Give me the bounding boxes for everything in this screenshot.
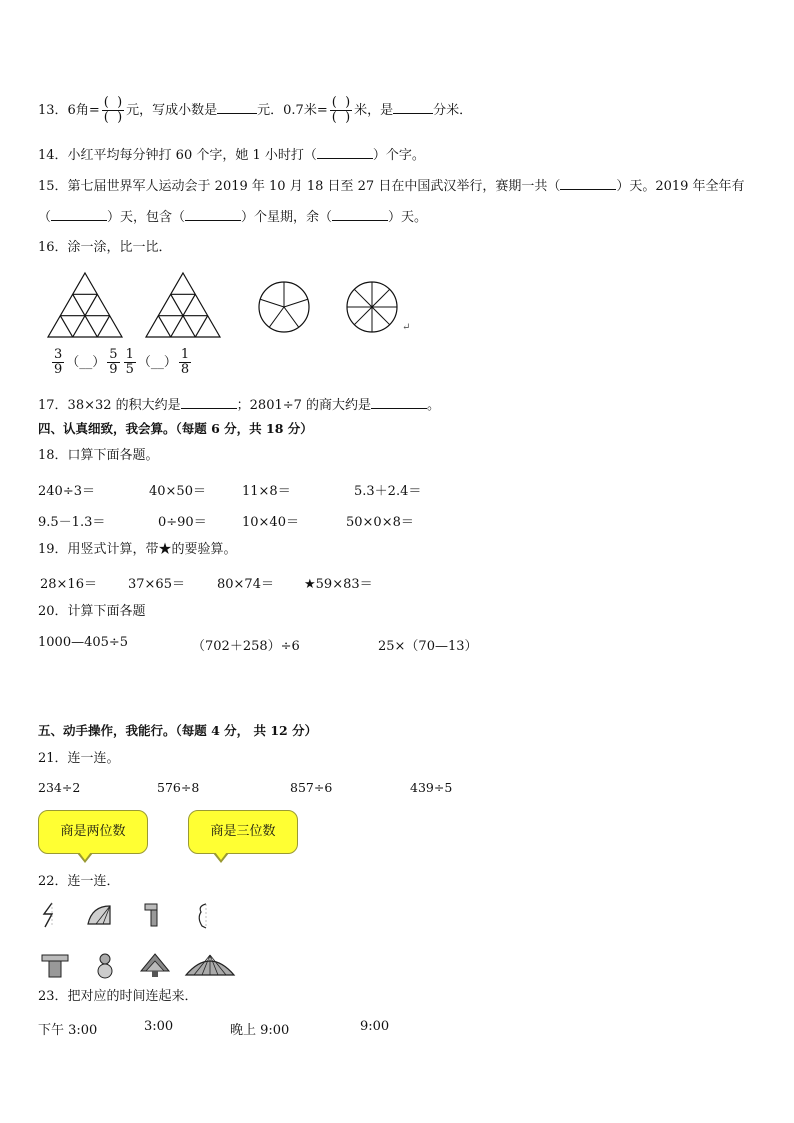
division-item[interactable]: 234÷2 [38, 780, 81, 795]
fraction-3-9: $\frac{3}{9}$ [54, 347, 63, 377]
division-item[interactable]: 576÷8 [157, 780, 200, 795]
question-23: 23．把对应的时间连起来． [38, 989, 198, 1004]
question-13: 13．6角= $\frac{( )}{( )}$ 元，写成小数是 元．0.7米= $\frac{( )}{( )}$ 米，是 分米． [38, 95, 473, 125]
circle-division-line [372, 307, 390, 325]
answer-blank[interactable] [332, 208, 388, 221]
callout-two-digit-quotient[interactable]: 商是两位数 [38, 810, 148, 854]
return-mark: ↵ [402, 322, 411, 333]
oral-calc-item: 0÷90＝ [158, 515, 207, 530]
tree-icon[interactable] [140, 953, 170, 979]
answer-blank[interactable] [217, 101, 257, 114]
circle-division-line [372, 289, 390, 307]
vertical-calc-item-check: ★59×83＝ [304, 577, 373, 592]
question-18: 18．口算下面各题。 [38, 448, 159, 463]
triangle-ninths-left[interactable] [47, 272, 123, 338]
oral-calc-item: 10×40＝ [242, 515, 299, 530]
time-item[interactable]: 下午 3:00 [38, 1023, 98, 1038]
fraction-1-8: $\frac{1}{8}$ [180, 347, 190, 377]
circle-fifths[interactable] [258, 281, 310, 333]
question-16: 16．涂一涂，比一比． [38, 240, 172, 255]
fraction-5-9: $\frac{5}{9}$ [109, 347, 118, 377]
circle-division-line [284, 307, 299, 327]
house-icon[interactable] [40, 953, 70, 979]
circle-division-line [284, 299, 308, 307]
time-item[interactable]: 9:00 [360, 1019, 390, 1034]
circle-division-line [269, 307, 284, 327]
half-umbrella-icon[interactable] [86, 902, 112, 928]
answer-blank[interactable] [181, 396, 237, 409]
oral-calc-item: 240÷3＝ [38, 484, 95, 499]
oral-calc-item: 40×50＝ [149, 484, 206, 499]
circle-division-line [354, 307, 372, 325]
question-17: 17．38×32 的积大约是 ；2801÷7 的商大约是 。 [38, 398, 441, 413]
question-19: 19．用竖式计算，带★的要验算。 [38, 542, 237, 557]
time-item[interactable]: 晚上 9:00 [230, 1023, 290, 1038]
section-heading-4: 四、认真细致，我会算。（每题 6 分，共 18 分） [38, 421, 313, 436]
question-21: 21．连一连。 [38, 751, 120, 766]
fraction-compare-row [50, 348, 193, 377]
compare-blank[interactable]: （__） [66, 355, 106, 370]
time-item[interactable]: 3:00 [144, 1019, 174, 1034]
calc-item: 25×（70—13） [378, 639, 478, 654]
oral-calc-item: 5.3＋2.4＝ [354, 484, 422, 499]
fraction-blank: $\frac{( )}{( )}$ [103, 95, 123, 125]
oral-calc-item: 11×8＝ [242, 484, 291, 499]
calc-item: （702＋258）÷6 [192, 639, 300, 654]
callout-three-digit-quotient[interactable]: 商是三位数 [188, 810, 298, 854]
circle-eighths[interactable] [346, 281, 398, 333]
oral-calc-item: 50×0×8＝ [346, 515, 414, 530]
question-15-line-2: （ ）天，包含（ ）个星期，余（ ）天。 [38, 210, 428, 225]
half-house-icon[interactable] [143, 902, 163, 928]
compare-blank[interactable]: （__） [137, 355, 177, 370]
circle-division-line [260, 299, 284, 307]
vertical-calc-item: 28×16＝ [40, 577, 97, 592]
half-gourd-icon[interactable] [196, 902, 212, 930]
section-heading-5: 五、动手操作，我能行。（每题 4 分， 共 12 分） [38, 723, 318, 738]
oral-calc-item: 9.5－1.3＝ [38, 515, 106, 530]
umbrella-icon[interactable] [184, 953, 236, 977]
half-lightning-icon[interactable] [40, 902, 60, 928]
triangle-ninths-right[interactable] [145, 272, 221, 338]
question-15-line-1: 15．第七届世界军人运动会于 2019 年 10 月 18 日至 27 日在中国武汉举行，赛期一共（ ）天。2019 年全年有 [38, 179, 745, 194]
division-item[interactable]: 439÷5 [410, 780, 453, 795]
question-14: 14．小红平均每分钟打 60 个字，她 1 小时打（ ）个字。 [38, 148, 425, 163]
fraction-1-5: $\frac{1}{5}$ [125, 347, 134, 377]
answer-blank[interactable] [560, 177, 616, 190]
question-20: 20．计算下面各题 [38, 604, 146, 619]
answer-blank[interactable] [185, 208, 241, 221]
answer-blank[interactable] [371, 396, 427, 409]
answer-blank[interactable] [51, 208, 107, 221]
snowman-icon[interactable] [96, 952, 114, 980]
vertical-calc-item: 80×74＝ [217, 577, 274, 592]
question-22: 22．连一连． [38, 874, 120, 889]
division-item[interactable]: 857÷6 [290, 780, 333, 795]
circle-division-line [354, 289, 372, 307]
answer-blank[interactable] [317, 146, 373, 159]
calc-item: 1000—405÷5 [38, 635, 129, 650]
fraction-blank: $\frac{( )}{( )}$ [331, 95, 351, 125]
answer-blank[interactable] [393, 101, 433, 114]
vertical-calc-item: 37×65＝ [128, 577, 185, 592]
